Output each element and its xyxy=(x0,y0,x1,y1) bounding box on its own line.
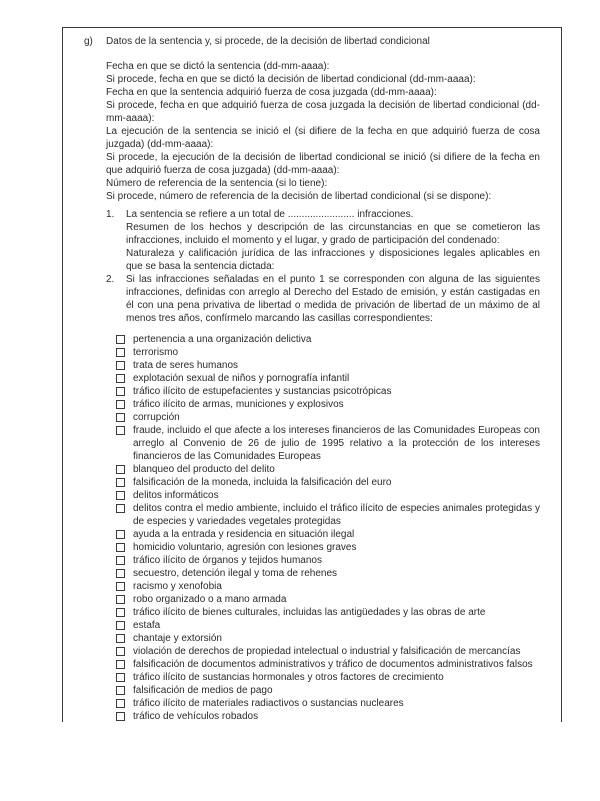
offence-row xyxy=(116,398,540,411)
offence-row xyxy=(116,645,540,658)
item-paragraph: Naturaleza y calificación jurídica de las infracciones y disposiciones legales aplicables en que se basa la sentencia dictada: xyxy=(126,248,540,272)
field-prompt: Si procede, fecha en que adquirió fuerza de cosa juzgada la decisión de libertad condicional (dd-mm-aaaa): xyxy=(106,100,540,124)
offence-checkbox-icon[interactable] xyxy=(116,413,125,422)
section-header xyxy=(84,35,540,48)
field-prompt: Si procede, la ejecución de la decisión de libertad condicional se inició (si difiere de la fecha en que adquirió fuerza de cosa juzgada) (dd-mm-aaaa): xyxy=(106,152,540,176)
offence-row xyxy=(116,476,540,489)
offence-row xyxy=(116,632,540,645)
item-body xyxy=(126,208,540,273)
offence-row xyxy=(116,528,540,541)
offence-checkbox-icon[interactable] xyxy=(116,660,125,669)
offence-checkbox-icon[interactable] xyxy=(116,348,125,357)
offence-row xyxy=(116,710,540,722)
offence-label: tráfico ilícito de armas, municiones y explosivos xyxy=(133,399,344,410)
item-paragraph: La sentencia se refiere a un total de ........................ infracciones. xyxy=(126,209,414,220)
offence-row xyxy=(116,424,540,463)
field-prompt: Número de referencia de la sentencia (si lo tiene): xyxy=(106,178,328,189)
offence-checkbox-icon[interactable] xyxy=(116,569,125,578)
offence-checkbox-icon[interactable] xyxy=(116,543,125,552)
offence-label: fraude, incluido el que afecte a los intereses financieros de las Comunidades Europeas con arreglo al Convenio de 26 de julio de 1995 relativo a la protección de los intereses financieros de las Comunidades Europeas xyxy=(133,425,540,462)
offence-label: falsificación de medios de pago xyxy=(133,685,273,696)
numbered-item-list xyxy=(106,208,540,325)
offence-label: trata de seres humanos xyxy=(133,360,239,371)
field-prompt: La ejecución de la sentencia se inició el (si difiere de la fecha en que adquirió fuerza de cosa juzgada) (dd-mm-aaaa): xyxy=(106,126,540,150)
offence-checkbox-icon[interactable] xyxy=(116,621,125,630)
offence-label: blanqueo del producto del delito xyxy=(133,464,275,475)
offence-label: homicidio voluntario, agresión con lesiones graves xyxy=(133,542,357,553)
offence-row xyxy=(116,684,540,697)
numbered-item-1 xyxy=(106,208,540,273)
offence-label: falsificación de la moneda, incluida la falsificación del euro xyxy=(133,477,392,488)
offence-row xyxy=(116,619,540,632)
offence-label: ayuda a la entrada y residencia en situación ilegal xyxy=(133,529,355,540)
offence-checklist xyxy=(116,333,540,722)
offence-checkbox-icon[interactable] xyxy=(116,504,125,513)
offence-label: corrupción xyxy=(133,412,180,423)
offence-checkbox-icon[interactable] xyxy=(116,374,125,383)
offence-row xyxy=(116,411,540,424)
offence-label: chantaje y extorsión xyxy=(133,633,222,644)
offence-row xyxy=(116,463,540,476)
offence-label: delitos informáticos xyxy=(133,490,219,501)
offence-checkbox-icon[interactable] xyxy=(116,478,125,487)
offence-label: secuestro, detención ilegal y toma de rehenes xyxy=(133,568,338,579)
offence-row xyxy=(116,502,540,528)
field-prompt-list xyxy=(106,60,540,203)
section-title: Datos de la sentencia y, si procede, de la decisión de libertad condicional xyxy=(106,36,430,47)
item-number: 1. xyxy=(106,209,115,220)
field-prompt: Si procede, fecha en que se dictó la decisión de libertad condicional (dd-mm-aaaa): xyxy=(106,74,476,85)
offence-label: tráfico ilícito de estupefacientes y sustancias psicotrópicas xyxy=(133,386,392,397)
offence-checkbox-icon[interactable] xyxy=(116,608,125,617)
offence-label: violación de derechos de propiedad intelectual o industrial y falsificación de mercancías xyxy=(133,646,521,657)
offence-checkbox-icon[interactable] xyxy=(116,335,125,344)
offence-checkbox-icon[interactable] xyxy=(116,595,125,604)
offence-label: tráfico ilícito de sustancias hormonales y otros factores de crecimiento xyxy=(133,672,444,683)
offence-checkbox-icon[interactable] xyxy=(116,491,125,500)
offence-label: explotación sexual de niños y pornografía infantil xyxy=(133,373,350,384)
field-prompt: Fecha en que se dictó la sentencia (dd-mm-aaaa): xyxy=(106,61,330,72)
numbered-item-2 xyxy=(106,273,540,325)
offence-checkbox-icon[interactable] xyxy=(116,530,125,539)
offence-label: robo organizado o a mano armada xyxy=(133,594,287,605)
offence-row xyxy=(116,593,540,606)
offence-label: tráfico ilícito de bienes culturales, incluidas las antigüedades y las obras de arte xyxy=(133,607,486,618)
offence-label: tráfico ilícito de órganos y tejidos humanos xyxy=(133,555,322,566)
offence-checkbox-icon[interactable] xyxy=(116,634,125,643)
offence-label: tráfico ilícito de materiales radiactivos o sustancias nucleares xyxy=(133,698,404,709)
offence-row xyxy=(116,333,540,346)
offence-checkbox-icon[interactable] xyxy=(116,699,125,708)
form-section-frame xyxy=(62,27,562,722)
offence-checkbox-icon[interactable] xyxy=(116,582,125,591)
item-paragraph: Resumen de los hechos y descripción de las circunstancias en que se cometieron las infracciones, incluido el momento y el lugar, y grado de participación del condenado: xyxy=(126,222,540,246)
field-prompt: Si procede, número de referencia de la decisión de libertad condicional (si se dispone): xyxy=(106,191,492,202)
offence-label: tráfico de vehículos robados xyxy=(133,711,259,722)
offence-checkbox-icon[interactable] xyxy=(116,712,125,721)
offence-checkbox-icon[interactable] xyxy=(116,647,125,656)
offence-label: terrorismo xyxy=(133,347,179,358)
offence-checkbox-icon[interactable] xyxy=(116,361,125,370)
offence-checkbox-icon[interactable] xyxy=(116,426,125,435)
field-prompt: Fecha en que la sentencia adquirió fuerza de cosa juzgada (dd-mm-aaaa): xyxy=(106,87,437,98)
offence-row xyxy=(116,372,540,385)
offence-row xyxy=(116,567,540,580)
offence-checkbox-icon[interactable] xyxy=(116,400,125,409)
offence-row xyxy=(116,671,540,684)
item-paragraph: Si las infracciones señaladas en el punto 1 se corresponden con alguna de las siguientes infracciones, definidas con arreglo al Derecho del Estado de emisión, y están castigadas en él con una pena privativa de libertad o medida de privación de libertad de un máximo de al menos tres años, confírmelo marcando las casillas correspondientes: xyxy=(126,274,540,324)
offence-row xyxy=(116,554,540,567)
offence-row xyxy=(116,489,540,502)
offence-label: pertenencia a una organización delictiva xyxy=(133,334,312,345)
offence-label: estafa xyxy=(133,620,161,631)
offence-checkbox-icon[interactable] xyxy=(116,673,125,682)
offence-row xyxy=(116,541,540,554)
offence-checkbox-icon[interactable] xyxy=(116,387,125,396)
offence-label: delitos contra el medio ambiente, incluido el tráfico ilícito de especies animales protegidas y de especies y variedades vegetales protegidas xyxy=(133,503,540,527)
offence-row xyxy=(116,346,540,359)
offence-row xyxy=(116,359,540,372)
offence-row xyxy=(116,658,540,671)
offence-checkbox-icon[interactable] xyxy=(116,556,125,565)
offence-label: racismo y xenofobia xyxy=(133,581,222,592)
offence-row xyxy=(116,697,540,710)
item-body xyxy=(126,273,540,325)
item-number: 2. xyxy=(106,274,115,285)
offence-row xyxy=(116,385,540,398)
offence-checkbox-icon[interactable] xyxy=(116,686,125,695)
offence-label: falsificación de documentos administrativos y tráfico de documentos administrativos falsos xyxy=(133,659,533,670)
offence-checkbox-icon[interactable] xyxy=(116,465,125,474)
section-letter: g) xyxy=(84,36,93,47)
offence-row xyxy=(116,580,540,593)
offence-row xyxy=(116,606,540,619)
